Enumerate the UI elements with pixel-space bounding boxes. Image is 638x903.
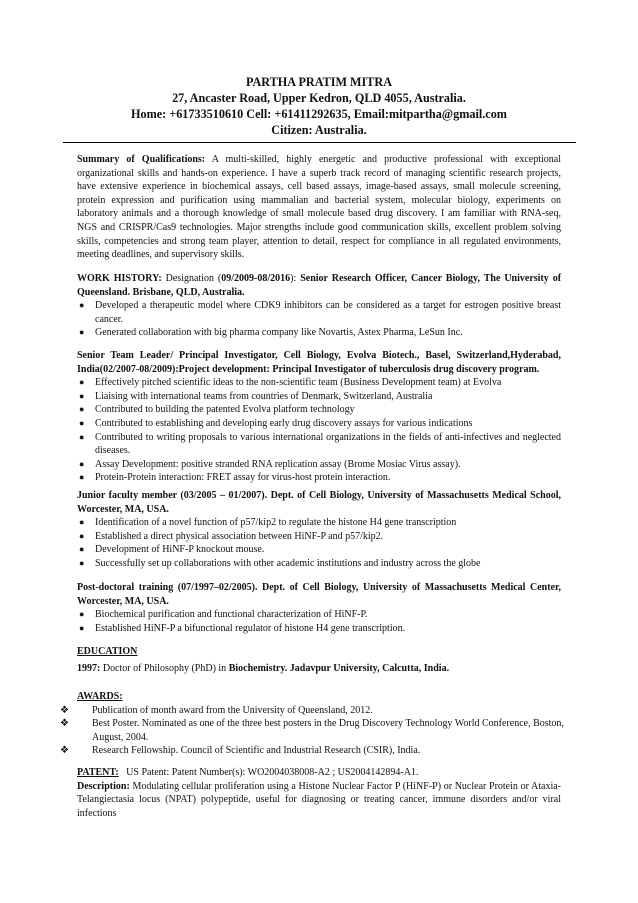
bullet-text: Developed a therapeutic model where CDK9 inhibitors can be considered as a target for estrogen positive breast cancer. <box>95 300 561 325</box>
list-item <box>77 516 561 530</box>
bullet-icon: ● <box>79 544 85 555</box>
list-item <box>77 458 561 472</box>
list-item <box>77 608 561 622</box>
work-designation-suffix: ): <box>290 273 301 284</box>
bullet-icon: ● <box>79 404 85 415</box>
list-item <box>77 622 561 636</box>
bullet-text: Biochemical purification and functional characterization of HiNF-P. <box>95 609 368 621</box>
bullet-text: Liaising with international teams from countries of Denmark, Switzerland, Australia <box>95 390 433 402</box>
summary-text: A multi-skilled, highly energetic and productive professional with exceptional organizational skills and hands-on experience. I have a superb track record of managing scientific research projects, have extensive experience in biochemical assays, cell based assays, image-based assays, small molecule screening, protein expression and purification using mammalian and bacterial system, molecular biology, experiments on laboratory animals and a thorough knowledge of small molecule based drug discovery. I am familiar with RNA-seq, NGS and CRISPR/Cas9 technologies. Major strengths include good communication skills, excellent problem solving skills, competencies and strong team player, attention to detail, respect for compliance in all regulated environments, meeting deadlines, and supervisory skills. <box>77 154 561 261</box>
work-designation-prefix: Designation ( <box>161 273 222 284</box>
bullet-text: Assay Development: positive stranded RNA replication assay (Brome Mosiac Virus assay). <box>95 458 461 470</box>
bullet-icon: ● <box>79 300 85 311</box>
award-text: Publication of month award from the University of Queensland, 2012. <box>92 704 373 716</box>
list-item <box>77 543 561 557</box>
bullet-icon: ● <box>79 431 85 442</box>
list-item <box>77 390 561 404</box>
bullet-icon: ● <box>79 390 85 401</box>
patent-description <box>77 780 561 821</box>
bullet-text: Development of HiNF-P knockout mouse. <box>95 544 265 556</box>
education-entry <box>77 662 561 676</box>
education-label: EDUCATION <box>77 646 138 657</box>
work-history-label: WORK HISTORY: <box>77 273 162 284</box>
umass-faculty-section <box>77 489 561 571</box>
education-year: 1997: <box>77 662 101 674</box>
award-text: Research Fellowship. Council of Scientific and Industrial Research (CSIR), India. <box>92 745 421 757</box>
contact-line: Home: +61733510610 Cell: +61411292635, Email:mitpartha@gmail.com <box>131 107 507 121</box>
umass-bullets <box>77 516 561 570</box>
list-item <box>77 299 561 326</box>
bullet-icon: ● <box>79 417 85 428</box>
patent-label: PATENT: <box>77 767 119 778</box>
patent-line <box>77 766 561 780</box>
list-item <box>77 530 561 544</box>
award-item <box>60 717 567 744</box>
education-field: Biochemistry. Jadavpur University, Calcutta, India. <box>228 662 450 674</box>
bullet-icon: ● <box>79 327 85 338</box>
work-heading <box>77 272 561 299</box>
bullet-icon: ● <box>79 458 85 469</box>
work-bullets <box>77 299 561 340</box>
summary-section <box>77 153 561 262</box>
evolva-bullets <box>77 376 561 485</box>
bullet-text: Contributed to building the patented Evolva platform technology <box>95 404 355 416</box>
evolva-heading: Senior Team Leader/ Principal Investigator, Cell Biology, Evolva Biotech., Basel, Switzerland,Hyderabad, India(02/2007-08/2009):Project development: Principal Investigator of tuberculosis drug discovery program. <box>77 350 561 375</box>
education-section <box>77 645 561 675</box>
bullet-text: Established a direct physical association between HiNF-P and p57/kip2. <box>95 530 384 542</box>
list-item <box>77 557 561 571</box>
citizenship-line: Citizen: Australia. <box>271 123 367 137</box>
bullet-icon: ● <box>79 517 85 528</box>
bullet-icon: ● <box>79 377 85 388</box>
diamond-bullet-icon: ❖ <box>60 704 69 716</box>
list-item <box>77 403 561 417</box>
work-history-section <box>77 272 561 340</box>
bullet-icon: ● <box>79 622 85 633</box>
bullet-icon: ● <box>79 472 85 483</box>
education-degree: Doctor of Philosophy (PhD) in <box>100 662 229 674</box>
award-text: Best Poster. Nominated as one of the three best posters in the Drug Discovery Technology World Conference, Boston, August, 2004. <box>92 718 564 743</box>
patent-section <box>77 766 561 820</box>
evolva-section <box>77 349 561 485</box>
list-item <box>77 417 561 431</box>
list-item <box>77 431 561 458</box>
postdoc-section <box>77 581 561 635</box>
bullet-text: Contributed to writing proposals to various international organizations in the fields of anti-infectives and neglected diseases. <box>95 431 561 457</box>
bullet-icon: ● <box>79 530 85 541</box>
description-text: Modulating cellular proliferation using a Histone Nuclear Factor P (HiNF-P) or Nuclear Protein or Ataxia-Telangiectasia locus (NPAT) polypeptide, useful for diagnosing or treating cancer, immune disorders and/or viral infections <box>77 780 561 819</box>
postdoc-heading: Post-doctoral training (07/1997–02/2005). Dept. of Cell Biology, University of Massachusetts Medical Center, Worcester, MA, USA. <box>77 582 561 607</box>
bullet-icon: ● <box>79 557 85 568</box>
summary-label: Summary of Qualifications: <box>77 154 206 165</box>
patent-text: US Patent: Patent Number(s): WO2004038008-A2 ; US2004142894-A1. <box>118 767 419 778</box>
awards-label: AWARDS: <box>77 691 123 702</box>
header-divider <box>63 142 576 143</box>
bullet-text: Identification of a novel function of p57/kip2 to regulate the histone H4 gene transcription <box>95 517 457 529</box>
bullet-text: Effectively pitched scientific ideas to the non-scientific team (Business Development team) at Evolva <box>95 377 502 389</box>
diamond-bullet-icon: ❖ <box>60 718 69 730</box>
list-item <box>77 376 561 390</box>
address-line: 27, Ancaster Road, Upper Kedron, QLD 4055, Australia. <box>172 91 466 105</box>
bullet-text: Generated collaboration with big pharma company like Novartis, Astex Pharma, LeSun Inc. <box>95 327 463 339</box>
diamond-bullet-icon: ❖ <box>60 745 69 757</box>
postdoc-bullets <box>77 608 561 635</box>
award-item <box>60 744 567 758</box>
umass-heading: Junior faculty member (03/2005 – 01/2007). Dept. of Cell Biology, University of Massachusetts Medical School, Worcester, MA, USA. <box>77 490 561 515</box>
bullet-text: Established HiNF-P a bifunctional regulator of histone H4 gene transcription. <box>95 622 406 634</box>
list-item <box>77 471 561 485</box>
description-label: Description: <box>77 780 130 792</box>
bullet-text: Protein-Protein interaction: FRET assay for virus-host protein interaction. <box>95 472 391 484</box>
candidate-name: PARTHA PRATIM MITRA <box>245 75 393 89</box>
list-item <box>77 326 561 340</box>
work-title: Senior Research Officer, Cancer Biology, The University of Queensland. Brisbane, QLD, Australia. <box>77 273 562 298</box>
bullet-text: Successfully set up collaborations with other academic institutions and industry across the globe <box>95 557 481 569</box>
bullet-text: Contributed to establishing and developing early drug discovery assays for various indications <box>95 417 473 429</box>
awards-section <box>60 690 567 758</box>
award-item <box>60 704 567 718</box>
work-dates: 09/2009-08/2016 <box>221 273 291 284</box>
bullet-icon: ● <box>79 609 85 620</box>
